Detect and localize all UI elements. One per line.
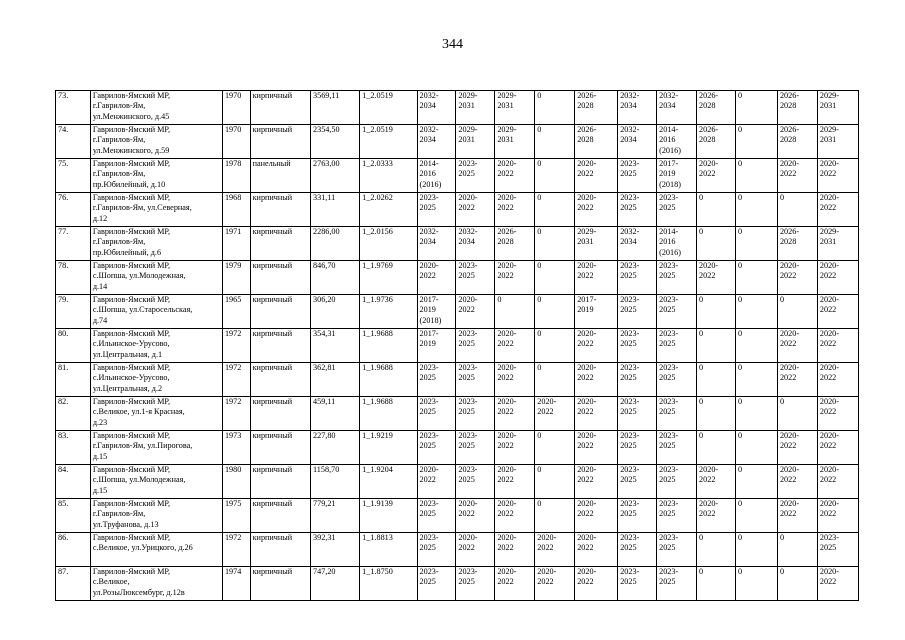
cell-area: 459,11 bbox=[311, 397, 360, 431]
cell-period-5: 2020- 2022 bbox=[575, 567, 618, 601]
cell-period-8: 0 bbox=[697, 193, 736, 227]
cell-period-11: 2020- 2022 bbox=[817, 363, 858, 397]
cell-period-8: 0 bbox=[697, 227, 736, 261]
cell-address: Гаврилов-Ямский МР, г.Гаврилов-Ям, ул.Труфанова, д.13 bbox=[90, 499, 222, 533]
cell-period-2: 2023- 2025 bbox=[456, 261, 495, 295]
cell-period-6: 2023- 2025 bbox=[618, 431, 657, 465]
cell-row-number: 79. bbox=[56, 295, 91, 329]
cell-rank-index: 1_1.8813 bbox=[360, 533, 417, 567]
cell-period-10: 0 bbox=[777, 533, 817, 567]
cell-period-5: 2020- 2022 bbox=[575, 465, 618, 499]
cell-period-10: 2026- 2028 bbox=[777, 125, 817, 159]
cell-wall-material: кирпичный bbox=[250, 499, 310, 533]
cell-period-6: 2032- 2034 bbox=[618, 125, 657, 159]
cell-period-3: 2020- 2022 bbox=[495, 193, 535, 227]
cell-wall-material: кирпичный bbox=[250, 193, 310, 227]
cell-period-2: 2029- 2031 bbox=[456, 91, 495, 125]
cell-rank-index: 1_1.9688 bbox=[360, 397, 417, 431]
cell-row-number: 87. bbox=[56, 567, 91, 601]
cell-period-6: 2032- 2034 bbox=[618, 91, 657, 125]
cell-row-number: 78. bbox=[56, 261, 91, 295]
cell-period-9: 0 bbox=[735, 125, 777, 159]
cell-period-3: 2020- 2022 bbox=[495, 499, 535, 533]
table-row bbox=[56, 159, 859, 193]
cell-period-5: 2029- 2031 bbox=[575, 227, 618, 261]
cell-period-4: 0 bbox=[535, 227, 575, 261]
cell-period-2: 2020- 2022 bbox=[456, 499, 495, 533]
cell-rank-index: 1_1.9219 bbox=[360, 431, 417, 465]
cell-period-1: 2023- 2025 bbox=[417, 363, 456, 397]
housing-repair-table bbox=[55, 90, 859, 601]
table-row bbox=[56, 261, 859, 295]
cell-year-built: 1978 bbox=[222, 159, 250, 193]
cell-period-7: 2023- 2025 bbox=[657, 329, 697, 363]
cell-period-8: 2020- 2022 bbox=[697, 499, 736, 533]
cell-period-11: 2020- 2022 bbox=[817, 261, 858, 295]
cell-year-built: 1971 bbox=[222, 227, 250, 261]
cell-period-9: 0 bbox=[735, 533, 777, 567]
cell-year-built: 1974 bbox=[222, 567, 250, 601]
cell-period-3: 2020- 2022 bbox=[495, 567, 535, 601]
cell-wall-material: кирпичный bbox=[250, 125, 310, 159]
cell-period-8: 0 bbox=[697, 397, 736, 431]
table-row bbox=[56, 465, 859, 499]
cell-period-1: 2020- 2022 bbox=[417, 465, 456, 499]
cell-period-6: 2032- 2034 bbox=[618, 227, 657, 261]
cell-wall-material: кирпичный bbox=[250, 329, 310, 363]
cell-year-built: 1970 bbox=[222, 91, 250, 125]
cell-period-9: 0 bbox=[735, 159, 777, 193]
cell-period-11: 2020- 2022 bbox=[817, 465, 858, 499]
cell-period-5: 2020- 2022 bbox=[575, 329, 618, 363]
cell-area: 2354,50 bbox=[311, 125, 360, 159]
cell-period-5: 2020- 2022 bbox=[575, 159, 618, 193]
cell-period-5: 2017- 2019 bbox=[575, 295, 618, 329]
cell-period-3: 2020- 2022 bbox=[495, 363, 535, 397]
cell-rank-index: 1_2.0333 bbox=[360, 159, 417, 193]
cell-period-2: 2023- 2025 bbox=[456, 431, 495, 465]
cell-row-number: 86. bbox=[56, 533, 91, 567]
table-row bbox=[56, 329, 859, 363]
cell-area: 227,80 bbox=[311, 431, 360, 465]
cell-rank-index: 1_2.0519 bbox=[360, 125, 417, 159]
cell-period-7: 2023- 2025 bbox=[657, 431, 697, 465]
cell-row-number: 85. bbox=[56, 499, 91, 533]
cell-year-built: 1972 bbox=[222, 363, 250, 397]
cell-address: Гаврилов-Ямский МР, с.Шопша, ул.Старосельская, д.74 bbox=[90, 295, 222, 329]
cell-period-6: 2023- 2025 bbox=[618, 295, 657, 329]
cell-period-1: 2032- 2034 bbox=[417, 91, 456, 125]
cell-wall-material: кирпичный bbox=[250, 533, 310, 567]
cell-period-3: 2020- 2022 bbox=[495, 329, 535, 363]
cell-period-8: 0 bbox=[697, 533, 736, 567]
cell-period-2: 2023- 2025 bbox=[456, 465, 495, 499]
cell-period-11: 2020- 2022 bbox=[817, 329, 858, 363]
cell-period-5: 2020- 2022 bbox=[575, 261, 618, 295]
cell-period-7: 2014- 2016 (2016) bbox=[657, 125, 697, 159]
cell-period-9: 0 bbox=[735, 227, 777, 261]
cell-rank-index: 1_1.9736 bbox=[360, 295, 417, 329]
cell-period-8: 2020- 2022 bbox=[697, 465, 736, 499]
cell-wall-material: кирпичный bbox=[250, 567, 310, 601]
cell-area: 331,11 bbox=[311, 193, 360, 227]
cell-period-11: 2020- 2022 bbox=[817, 295, 858, 329]
cell-period-6: 2023- 2025 bbox=[618, 397, 657, 431]
cell-period-2: 2032- 2034 bbox=[456, 227, 495, 261]
cell-period-9: 0 bbox=[735, 431, 777, 465]
cell-period-3: 2020- 2022 bbox=[495, 431, 535, 465]
cell-row-number: 75. bbox=[56, 159, 91, 193]
cell-period-6: 2023- 2025 bbox=[618, 533, 657, 567]
cell-year-built: 1970 bbox=[222, 125, 250, 159]
cell-period-3: 0 bbox=[495, 295, 535, 329]
cell-row-number: 74. bbox=[56, 125, 91, 159]
cell-address: Гаврилов-Ямский МР, с.Великое, ул.РозыЛюксембург, д.12в bbox=[90, 567, 222, 601]
cell-period-11: 2023- 2025 bbox=[817, 533, 858, 567]
cell-period-3: 2020- 2022 bbox=[495, 159, 535, 193]
cell-address: Гаврилов-Ямский МР, г.Гаврилов-Ям, пр.Юбилейный, д.6 bbox=[90, 227, 222, 261]
cell-period-4: 0 bbox=[535, 125, 575, 159]
table-row bbox=[56, 533, 859, 567]
cell-period-8: 0 bbox=[697, 295, 736, 329]
cell-period-3: 2020- 2022 bbox=[495, 261, 535, 295]
cell-period-11: 2029- 2031 bbox=[817, 125, 858, 159]
cell-period-8: 2026- 2028 bbox=[697, 125, 736, 159]
cell-period-3: 2020- 2022 bbox=[495, 465, 535, 499]
cell-address: Гаврилов-Ямский МР, с.Шопша, ул.Молодежная, д.15 bbox=[90, 465, 222, 499]
cell-area: 3569,11 bbox=[311, 91, 360, 125]
cell-address: Гаврилов-Ямский МР, г.Гаврилов-Ям, пр.Юбилейный, д.10 bbox=[90, 159, 222, 193]
cell-row-number: 81. bbox=[56, 363, 91, 397]
cell-period-5: 2020- 2022 bbox=[575, 533, 618, 567]
cell-period-11: 2029- 2031 bbox=[817, 91, 858, 125]
cell-address: Гаврилов-Ямский МР, с.Великое, ул.Урицкого, д.26 bbox=[90, 533, 222, 567]
cell-period-3: 2029- 2031 bbox=[495, 125, 535, 159]
table-row bbox=[56, 499, 859, 533]
cell-period-4: 0 bbox=[535, 499, 575, 533]
cell-period-4: 0 bbox=[535, 91, 575, 125]
cell-period-7: 2023- 2025 bbox=[657, 397, 697, 431]
table-row bbox=[56, 397, 859, 431]
cell-period-7: 2023- 2025 bbox=[657, 499, 697, 533]
cell-row-number: 76. bbox=[56, 193, 91, 227]
cell-area: 846,70 bbox=[311, 261, 360, 295]
cell-period-9: 0 bbox=[735, 397, 777, 431]
cell-rank-index: 1_1.9204 bbox=[360, 465, 417, 499]
cell-period-6: 2023- 2025 bbox=[618, 567, 657, 601]
cell-period-10: 2020- 2022 bbox=[777, 431, 817, 465]
table-row bbox=[56, 431, 859, 465]
cell-period-9: 0 bbox=[735, 567, 777, 601]
cell-year-built: 1975 bbox=[222, 499, 250, 533]
cell-period-2: 2020- 2022 bbox=[456, 533, 495, 567]
cell-period-6: 2023- 2025 bbox=[618, 159, 657, 193]
cell-period-3: 2020- 2022 bbox=[495, 533, 535, 567]
cell-area: 362,81 bbox=[311, 363, 360, 397]
cell-period-8: 2020- 2022 bbox=[697, 261, 736, 295]
cell-area: 392,31 bbox=[311, 533, 360, 567]
cell-period-11: 2020- 2022 bbox=[817, 159, 858, 193]
cell-period-5: 2020- 2022 bbox=[575, 397, 618, 431]
cell-address: Гаврилов-Ямский МР, г.Гаврилов-Ям, ул.Северная, д.12 bbox=[90, 193, 222, 227]
cell-period-2: 2023- 2025 bbox=[456, 159, 495, 193]
cell-period-5: 2020- 2022 bbox=[575, 499, 618, 533]
cell-period-6: 2023- 2025 bbox=[618, 193, 657, 227]
cell-period-11: 2020- 2022 bbox=[817, 397, 858, 431]
cell-year-built: 1980 bbox=[222, 465, 250, 499]
cell-period-1: 2023- 2025 bbox=[417, 431, 456, 465]
cell-area: 2763,00 bbox=[311, 159, 360, 193]
cell-period-10: 2026- 2028 bbox=[777, 91, 817, 125]
cell-rank-index: 1_1.9688 bbox=[360, 329, 417, 363]
cell-address: Гаврилов-Ямский МР, г.Гаврилов-Ям, ул.Менжинского, д.59 bbox=[90, 125, 222, 159]
cell-period-9: 0 bbox=[735, 465, 777, 499]
cell-period-7: 2017- 2019 (2018) bbox=[657, 159, 697, 193]
cell-row-number: 77. bbox=[56, 227, 91, 261]
cell-period-8: 0 bbox=[697, 329, 736, 363]
cell-wall-material: кирпичный bbox=[250, 431, 310, 465]
cell-row-number: 80. bbox=[56, 329, 91, 363]
cell-period-11: 2020- 2022 bbox=[817, 431, 858, 465]
cell-period-1: 2017- 2019 (2018) bbox=[417, 295, 456, 329]
table-row bbox=[56, 125, 859, 159]
cell-wall-material: кирпичный bbox=[250, 397, 310, 431]
cell-row-number: 83. bbox=[56, 431, 91, 465]
cell-period-9: 0 bbox=[735, 499, 777, 533]
cell-period-1: 2014- 2016 (2016) bbox=[417, 159, 456, 193]
cell-year-built: 1972 bbox=[222, 533, 250, 567]
cell-period-7: 2023- 2025 bbox=[657, 465, 697, 499]
table-row bbox=[56, 567, 859, 601]
cell-period-9: 0 bbox=[735, 295, 777, 329]
cell-period-10: 0 bbox=[777, 567, 817, 601]
cell-period-2: 2020- 2022 bbox=[456, 193, 495, 227]
cell-period-4: 0 bbox=[535, 261, 575, 295]
cell-period-1: 2017- 2019 bbox=[417, 329, 456, 363]
table-row bbox=[56, 193, 859, 227]
cell-period-6: 2023- 2025 bbox=[618, 261, 657, 295]
cell-period-2: 2023- 2025 bbox=[456, 397, 495, 431]
cell-period-10: 2026- 2028 bbox=[777, 227, 817, 261]
cell-address: Гаврилов-Ямский МР, г.Гаврилов-Ям, ул.Пирогова, д.15 bbox=[90, 431, 222, 465]
cell-period-3: 2020- 2022 bbox=[495, 397, 535, 431]
cell-period-7: 2023- 2025 bbox=[657, 533, 697, 567]
cell-period-4: 0 bbox=[535, 193, 575, 227]
cell-wall-material: кирпичный bbox=[250, 91, 310, 125]
cell-period-1: 2023- 2025 bbox=[417, 499, 456, 533]
cell-period-10: 0 bbox=[777, 295, 817, 329]
cell-row-number: 84. bbox=[56, 465, 91, 499]
cell-year-built: 1968 bbox=[222, 193, 250, 227]
cell-period-5: 2020- 2022 bbox=[575, 363, 618, 397]
cell-period-2: 2020- 2022 bbox=[456, 295, 495, 329]
cell-wall-material: кирпичный bbox=[250, 465, 310, 499]
cell-period-1: 2023- 2025 bbox=[417, 533, 456, 567]
cell-period-8: 2026- 2028 bbox=[697, 91, 736, 125]
cell-rank-index: 1_2.0262 bbox=[360, 193, 417, 227]
table-row bbox=[56, 295, 859, 329]
cell-address: Гаврилов-Ямский МР, с.Ильинское-Урусово, ул.Центральная, д.1 bbox=[90, 329, 222, 363]
cell-rank-index: 1_1.8750 bbox=[360, 567, 417, 601]
cell-period-10: 2020- 2022 bbox=[777, 465, 817, 499]
cell-rank-index: 1_1.9688 bbox=[360, 363, 417, 397]
cell-period-5: 2020- 2022 bbox=[575, 193, 618, 227]
cell-wall-material: кирпичный bbox=[250, 295, 310, 329]
cell-period-11: 2020- 2022 bbox=[817, 193, 858, 227]
cell-wall-material: кирпичный bbox=[250, 261, 310, 295]
cell-period-6: 2023- 2025 bbox=[618, 499, 657, 533]
cell-period-3: 2026- 2028 bbox=[495, 227, 535, 261]
cell-year-built: 1979 bbox=[222, 261, 250, 295]
cell-period-5: 2026- 2028 bbox=[575, 91, 618, 125]
cell-period-3: 2029- 2031 bbox=[495, 91, 535, 125]
cell-year-built: 1972 bbox=[222, 329, 250, 363]
cell-period-9: 0 bbox=[735, 193, 777, 227]
cell-period-10: 2020- 2022 bbox=[777, 363, 817, 397]
cell-period-11: 2029- 2031 bbox=[817, 227, 858, 261]
cell-period-4: 2020- 2022 bbox=[535, 567, 575, 601]
cell-period-7: 2014- 2016 (2016) bbox=[657, 227, 697, 261]
cell-period-10: 2020- 2022 bbox=[777, 329, 817, 363]
cell-area: 2286,00 bbox=[311, 227, 360, 261]
cell-row-number: 73. bbox=[56, 91, 91, 125]
cell-period-1: 2023- 2025 bbox=[417, 567, 456, 601]
table-row bbox=[56, 227, 859, 261]
cell-period-10: 0 bbox=[777, 397, 817, 431]
cell-period-4: 2020- 2022 bbox=[535, 397, 575, 431]
cell-period-7: 2023- 2025 bbox=[657, 261, 697, 295]
cell-period-9: 0 bbox=[735, 261, 777, 295]
cell-period-4: 0 bbox=[535, 295, 575, 329]
cell-period-7: 2023- 2025 bbox=[657, 193, 697, 227]
cell-wall-material: кирпичный bbox=[250, 363, 310, 397]
cell-period-9: 0 bbox=[735, 91, 777, 125]
cell-period-7: 2023- 2025 bbox=[657, 363, 697, 397]
cell-rank-index: 1_2.0519 bbox=[360, 91, 417, 125]
cell-period-4: 0 bbox=[535, 329, 575, 363]
cell-period-7: 2023- 2025 bbox=[657, 567, 697, 601]
cell-period-8: 2020- 2022 bbox=[697, 159, 736, 193]
cell-address: Гаврилов-Ямский МР, с.Великое, ул.1-я Красная, д.23 bbox=[90, 397, 222, 431]
cell-period-2: 2023- 2025 bbox=[456, 363, 495, 397]
cell-period-8: 0 bbox=[697, 363, 736, 397]
cell-year-built: 1965 bbox=[222, 295, 250, 329]
table-row bbox=[56, 363, 859, 397]
cell-period-1: 2032- 2034 bbox=[417, 227, 456, 261]
cell-period-7: 2023- 2025 bbox=[657, 295, 697, 329]
cell-period-1: 2023- 2025 bbox=[417, 397, 456, 431]
cell-rank-index: 1_1.9139 bbox=[360, 499, 417, 533]
cell-period-10: 2020- 2022 bbox=[777, 261, 817, 295]
cell-period-10: 2020- 2022 bbox=[777, 499, 817, 533]
cell-period-5: 2020- 2022 bbox=[575, 431, 618, 465]
cell-period-4: 2020- 2022 bbox=[535, 533, 575, 567]
cell-period-2: 2023- 2025 bbox=[456, 329, 495, 363]
cell-address: Гаврилов-Ямский МР, с.Шопша, ул.Молодежная, д.14 bbox=[90, 261, 222, 295]
cell-period-4: 0 bbox=[535, 465, 575, 499]
cell-period-11: 2020- 2022 bbox=[817, 499, 858, 533]
cell-year-built: 1972 bbox=[222, 397, 250, 431]
cell-period-2: 2023- 2025 bbox=[456, 567, 495, 601]
page-number: 344 bbox=[442, 37, 463, 52]
cell-period-2: 2029- 2031 bbox=[456, 125, 495, 159]
cell-year-built: 1973 bbox=[222, 431, 250, 465]
cell-period-5: 2026- 2028 bbox=[575, 125, 618, 159]
cell-wall-material: кирпичный bbox=[250, 227, 310, 261]
cell-address: Гаврилов-Ямский МР, г.Гаврилов-Ям, ул.Менжинского, д.45 bbox=[90, 91, 222, 125]
cell-row-number: 82. bbox=[56, 397, 91, 431]
cell-period-6: 2023- 2025 bbox=[618, 363, 657, 397]
cell-period-4: 0 bbox=[535, 159, 575, 193]
cell-period-1: 2032- 2034 bbox=[417, 125, 456, 159]
cell-period-1: 2020- 2022 bbox=[417, 261, 456, 295]
cell-period-1: 2023- 2025 bbox=[417, 193, 456, 227]
cell-period-9: 0 bbox=[735, 329, 777, 363]
cell-period-8: 0 bbox=[697, 567, 736, 601]
cell-period-6: 2023- 2025 bbox=[618, 329, 657, 363]
cell-area: 306,20 bbox=[311, 295, 360, 329]
cell-period-4: 0 bbox=[535, 363, 575, 397]
cell-period-4: 0 bbox=[535, 431, 575, 465]
cell-area: 354,31 bbox=[311, 329, 360, 363]
cell-area: 1158,70 bbox=[311, 465, 360, 499]
cell-period-6: 2023- 2025 bbox=[618, 465, 657, 499]
cell-period-11: 2020- 2022 bbox=[817, 567, 858, 601]
cell-rank-index: 1_1.9769 bbox=[360, 261, 417, 295]
table-body bbox=[56, 91, 859, 601]
cell-address: Гаврилов-Ямский МР, с.Ильинское-Урусово, ул.Центральная, д.2 bbox=[90, 363, 222, 397]
cell-period-10: 2020- 2022 bbox=[777, 159, 817, 193]
cell-rank-index: 1_2.0156 bbox=[360, 227, 417, 261]
cell-wall-material: панельный bbox=[250, 159, 310, 193]
table-row bbox=[56, 91, 859, 125]
cell-period-9: 0 bbox=[735, 363, 777, 397]
cell-area: 779,21 bbox=[311, 499, 360, 533]
cell-period-7: 2032- 2034 bbox=[657, 91, 697, 125]
cell-period-10: 0 bbox=[777, 193, 817, 227]
cell-area: 747,20 bbox=[311, 567, 360, 601]
cell-period-8: 0 bbox=[697, 431, 736, 465]
